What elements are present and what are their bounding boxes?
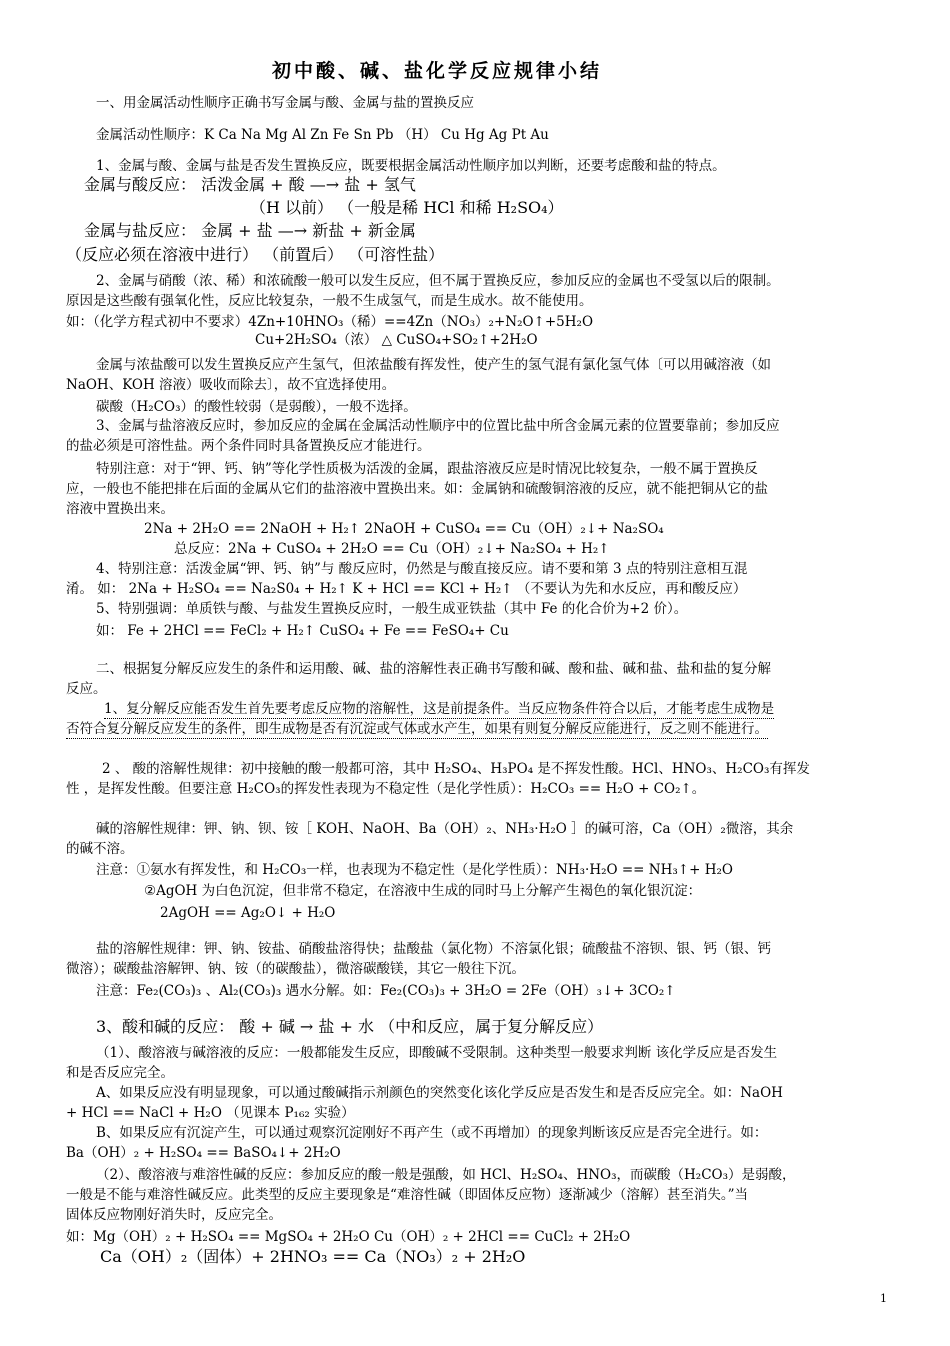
- text-line: 原因是这些酸有强氧化性，反应比较复杂，一般不生成氢气，而是生成水。故不能使用。: [66, 293, 593, 309]
- text-line: 注意：①氨水有挥发性，和 H₂CO₃一样，也表现为不稳定性（是化学性质）：NH₃·H₂O == NH₃↑+ H₂O: [96, 862, 733, 878]
- text-line: 5、特别强调：单质铁与酸、与盐发生置换反应时，一般生成亚铁盐（其中 Fe 的化合价为+2 价）。: [96, 601, 688, 617]
- equation-line: Ba（OH）₂ + H₂SO₄ == BaSO₄↓+ 2H₂O: [66, 1145, 341, 1161]
- text-line: 金属活动性顺序：K Ca Na Mg Al Zn Fe Sn Pb （H） Cu Hg Ag Pt Au: [96, 127, 549, 143]
- text-line: （1）、酸溶液与碱溶液的反应：一般都能发生反应，即酸碱不受限制。这种类型一般要求判断 该化学反应是否发生: [96, 1045, 778, 1061]
- equation-line: 如： Fe + 2HCl == FeCl₂ + H₂↑ CuSO₄ + Fe == FeSO₄+ Cu: [96, 623, 509, 639]
- text-line: 性 ，是挥发性酸。但要注意 H₂CO₃的挥发性表现为不稳定性（是化学性质）：H₂CO₃ == H₂O + CO₂↑。: [66, 781, 706, 797]
- text-line: 固体反应物刚好消失时，反应完全。: [66, 1207, 282, 1223]
- text-line: 1、复分解反应能否发生首先要考虑反应物的溶解性，这是前提条件。当反应物条件符合以后，才能考虑生成物是: [104, 701, 775, 717]
- page-number: 1: [880, 1292, 887, 1305]
- equation-line: 总反应：2Na + CuSO₄ + 2H₂O == Cu（OH）₂↓+ Na₂SO₄ + H₂↑: [174, 541, 610, 557]
- subsection-heading: 3、酸和碱的反应： 酸 + 碱 → 盐 + 水 （中和反应，属于复分解反应）: [96, 1017, 604, 1036]
- text-line: 的盐必须是可溶性盐。两个条件同时具备置换反应才能进行。: [66, 438, 431, 454]
- equation-line: + HCl == NaCl + H₂O （见课本 P₁₆₂ 实验）: [66, 1105, 355, 1121]
- text-line: 否符合复分解反应发生的条件，即生成物是否有沉淀或气体或水产生，如果有则复分解反应能进行，反之则不能进行。: [66, 721, 768, 737]
- text-line: 微溶）；碳酸盐溶解钾、钠、铵（的碳酸盐），微溶碳酸镁，其它一般往下沉。: [66, 961, 525, 977]
- text-line: 特别注意：对于“钾、钙、钠”等化学性质极为活泼的金属，跟盐溶液反应是时情况比较复杂，一般不属于置换反: [96, 461, 758, 477]
- text-line: 碱的溶解性规律：钾、钠、钡、铵［ KOH、NaOH、Ba（OH）₂、NH₃·H₂O ］的碱可溶，Ca（OH）₂微溶，其余: [96, 821, 794, 837]
- text-line: 3、金属与盐溶液反应时，参加反应的金属在金属活动性顺序中的位置比盐中所含金属元素的位置要靠前；参加反应: [96, 418, 780, 434]
- equation-line: 2Na + 2H₂O == 2NaOH + H₂↑ 2NaOH + CuSO₄ == Cu（OH）₂↓+ Na₂SO₄: [144, 521, 664, 537]
- section-heading: 二、根据复分解反应发生的条件和运用酸、碱、盐的溶解性表正确书写酸和碱、酸和盐、碱和盐、盐和盐的复分解: [96, 661, 771, 677]
- equation-line: 2AgOH == Ag₂O↓ + H₂O: [160, 905, 336, 921]
- text-line: A、如果反应没有明显现象，可以通过酸碱指示剂颜色的突然变化该化学反应是否发生和是否反应完全。如：NaOH: [96, 1085, 783, 1101]
- text-line: 和是否反应完全。: [66, 1065, 174, 1081]
- reaction-rule-line: （H 以前） （一般是稀 HCl 和稀 H₂SO₄）: [250, 198, 564, 217]
- text-line: 1、金属与酸、金属与盐是否发生置换反应，既要根据金属活动性顺序加以判断，还要考虑酸和盐的特点。: [96, 158, 726, 174]
- reaction-rule-line: 金属与盐反应： 金属 + 盐 —→ 新盐 + 新金属: [84, 221, 416, 240]
- text-line: （2）、酸溶液与难溶性碱的反应：参加反应的酸一般是强酸，如 HCl、H₂SO₄、HNO₃，而碳酸（H₂CO₃）是弱酸，: [96, 1167, 796, 1183]
- equation-line: Ca（OH）₂（固体）+ 2HNO₃ == Ca（NO₃）₂ + 2H₂O: [100, 1247, 526, 1266]
- text-line: 反应。: [66, 681, 107, 697]
- text-line: 2、金属与硝酸（浓、稀）和浓硫酸一般可以发生反应，但不属于置换反应，参加反应的金属也不受氢以后的限制。: [96, 273, 780, 289]
- section-heading: 一、用金属活动性顺序正确书写金属与酸、金属与盐的置换反应: [96, 95, 474, 111]
- text-line: 金属与浓盐酸可以发生置换反应产生氢气，但浓盐酸有挥发性，使产生的氢气混有氯化氢气体〔可以用碱溶液（如: [96, 357, 771, 373]
- equation-line: Cu+2H₂SO₄（浓） △ CuSO₄+SO₂↑+2H₂O: [255, 332, 538, 348]
- text-line: 碳酸（H₂CO₃）的酸性较弱（是弱酸），一般不选择。: [96, 399, 417, 415]
- equation-line: 如：（化学方程式初中不要求）4Zn+10HNO₃（稀）==4Zn（NO₃）₂+N₂O↑+5H₂O: [66, 314, 594, 330]
- reaction-rule-line: 金属与酸反应： 活泼金属 + 酸 —→ 盐 + 氢气: [84, 175, 416, 194]
- equation-line: 如：Mg（OH）₂ + H₂SO₄ == MgSO₄ + 2H₂O Cu（OH）₂ + 2HCl == CuCl₂ + 2H₂O: [66, 1229, 631, 1245]
- text-line: 淆。 如： 2Na + H₂SO₄ == Na₂S0₄ + H₂↑ K + HCl == KCl + H₂↑ （不要认为先和水反应，再和酸反应）: [66, 581, 747, 597]
- page-title: 初中酸、碱、盐化学反应规律小结: [272, 60, 603, 82]
- text-line: 一般是不能与难溶性碱反应。此类型的反应主要现象是“难溶性碱（即固体反应物）逐渐减少（溶解）甚至消失。”当: [66, 1187, 749, 1203]
- text-line: 4、特别注意：活泼金属“钾、钙、钠”与 酸反应时，仍然是与酸直接反应。请不要和第 3 点的特别注意相互混: [96, 561, 748, 577]
- text-line: ②AgOH 为白色沉淀，但非常不稳定，在溶液中生成的同时马上分解产生褐色的氧化银沉淀：: [144, 883, 702, 899]
- text-line: 应，一般也不能把排在后面的金属从它们的盐溶液中置换出来。如：金属钠和硫酸铜溶液的反应，就不能把铜从它的盐: [66, 481, 768, 497]
- text-line: B、如果反应有沉淀产生，可以通过观察沉淀刚好不再产生（或不再增加）的现象判断该反应是否完全进行。如：: [96, 1125, 768, 1141]
- text-line: 的碱不溶。: [66, 841, 134, 857]
- text-line: 注意：Fe₂(CO₃)₃ 、Al₂(CO₃)₃ 遇水分解。如：Fe₂(CO₃)₃ + 3H₂O = 2Fe（OH）₃↓+ 3CO₂↑: [96, 983, 676, 999]
- text-line: 溶液中置换出来。: [66, 501, 174, 517]
- text-line: 2 、 酸的溶解性规律：初中接触的酸一般都可溶，其中 H₂SO₄、H₃PO₄ 是不挥发性酸。HCl、HNO₃、H₂CO₃有挥发: [102, 761, 810, 777]
- reaction-rule-line: （反应必须在溶液中进行） （前置后） （可溶性盐）: [66, 245, 445, 264]
- text-line: 盐的溶解性规律：钾、钠、铵盐、硝酸盐溶得快；盐酸盐（氯化物）不溶氯化银；硫酸盐不溶钡、银、钙（银、钙: [96, 941, 771, 957]
- text-line: NaOH、KOH 溶液）吸收而除去〕，故不宜选择使用。: [66, 377, 396, 393]
